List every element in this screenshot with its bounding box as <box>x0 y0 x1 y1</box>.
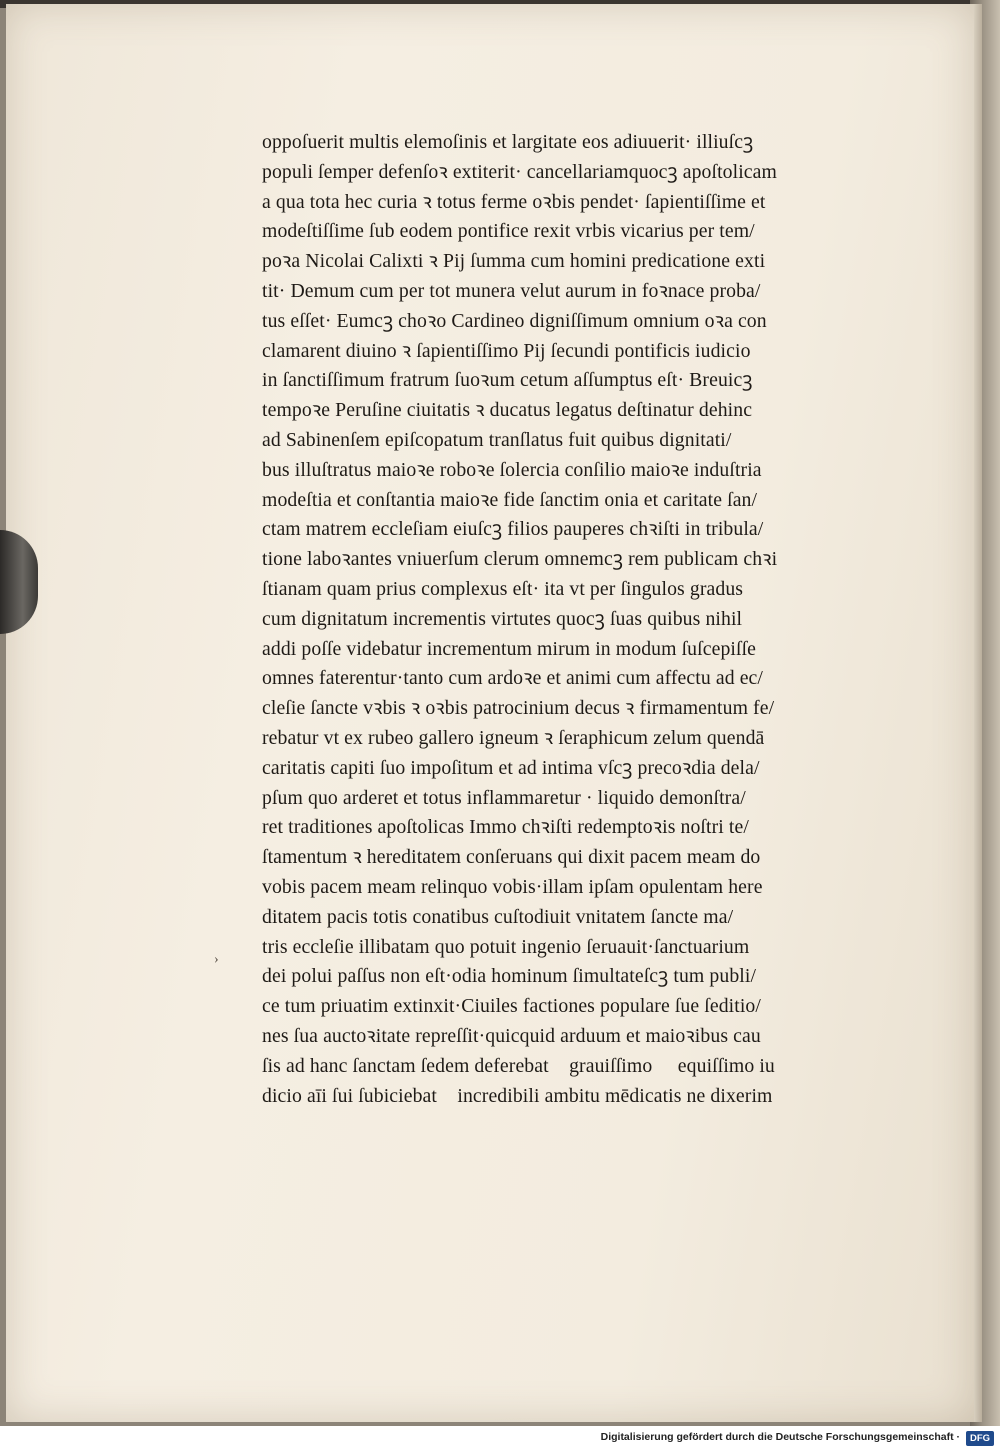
text-line: nes ſua auctoꝛitate repreſſit·quicquid arduum et maioꝛibus cau <box>262 1025 761 1047</box>
page-edge <box>974 4 982 1422</box>
text-line: ſtianam quam prius complexus eſt· ita vt per ſingulos gradus <box>262 578 744 600</box>
text-line: ſis ad hanc ſanctam ſedem deferebatᷣ grauiſſimo ꝛ equiſſimo iu <box>262 1054 775 1077</box>
text-line: ctam matrem eccleſiam eiuſcꝫ filios pauperes chꝛiſti in tribula/ <box>262 518 764 541</box>
text-line: modeſtiſſime ſub eodem pontifice rexit vrbis vicarius per tem/ <box>262 220 755 243</box>
text-line: omnes faterentur·tanto cum ardoꝛe et animi cum affectu ad ec/ <box>262 667 764 690</box>
footer <box>0 1426 1000 1451</box>
text-line: cleſie ſancte vꝛbis ꝛ oꝛbis patrocinium decus ꝛ firmamentum fe/ <box>262 697 775 720</box>
text-line: ad Sabinenſem epiſcopatum tranſlatus fuit quibus dignitati/ <box>262 429 732 451</box>
text-line: tione laboꝛantes vniuerſum clerum omnemcꝫ rem publicam chꝛi <box>262 548 778 571</box>
text-line: a qua tota hec curia ꝛ totus ferme oꝛbis pendet· ſapientiſſime et <box>262 190 766 213</box>
text-line: populi ſemper defenſoꝛ extiterit· cancellariamquocꝫ apoſtolicam <box>262 160 777 183</box>
text-line: in ſanctiſſimum fratrum ſuoꝛum cetum aſſumptus eſt· Breuicꝫ <box>262 369 753 392</box>
text-line: bus illuſtratus maioꝛe roboꝛe ſolercia conſilio maioꝛe induſtria <box>262 458 762 481</box>
margin-mark: › <box>214 952 219 967</box>
text-line: pſum quo arderet et totus inflammaretur · liquido demonſtra/ <box>262 786 746 809</box>
text-block <box>262 126 862 1110</box>
text-line: tempoꝛe Peruſine ciuitatis ꝛ ducatus legatus deſtinatur dehinc <box>262 399 753 422</box>
text-line: ditatem pacis totis conatibus cuſtodiuit vnitatem ſancte ma/ <box>262 905 734 928</box>
text-line: dei polui paſſus non eſt·odia hominum ſimultateſcꝫ tum publi/ <box>262 965 757 988</box>
text-line: vobis pacem meam relinquo vobis·illam ipſam opulentam here <box>262 876 763 898</box>
text-line: modeſtia et conſtantia maioꝛe fide ſanctim onia et caritate ſan/ <box>262 488 758 511</box>
text-line: addi poſſe videbatur incrementum mirum in modum ſuſcepiſſe <box>262 637 757 660</box>
text-line: rebatur vt ex rubeo gallero igneum ꝛ ſeraphicum zelum quendā <box>262 727 765 749</box>
text-line: tit· Demum cum per tot munera velut aurum in foꝛnace proba/ <box>262 280 761 302</box>
text-line: poꝛa Nicolai Calixti ꝛ Pij ſumma cum homini predicatione exti <box>262 250 766 273</box>
text-line: cum dignitatum incrementis virtutes quocꝫ ſuas quibus nihil <box>262 607 743 630</box>
text-line: tus eſſet· Eumcꝫ choꝛo Cardineo digniſſimum omnium oꝛa con <box>262 309 767 332</box>
text-line: ſtamentum ꝛ hereditatem conſeruans qui dixit pacem meam do <box>262 846 761 869</box>
dfg-logo: DFG <box>966 1431 994 1446</box>
text-line: oppoſuerit multis elemoſinis et largitate eos adiuuerit· illiuſcꝫ <box>262 131 754 153</box>
text-line: clamarent diuino ꝛ ſapientiſſimo Pij ſecundi pontificis iudicio <box>262 339 751 362</box>
text-line: tris eccleſie illibatam quo potuit ingenio ſeruauit·ſanctuarium <box>262 935 750 958</box>
footer-credit: Digitalisierung gefördert durch die Deutsche Forschungsgemeinschaft · <box>600 1431 960 1443</box>
text-line: caritatis capiti ſuo impoſitum et ad intima vſcꝫ precoꝛdia dela/ <box>262 756 760 779</box>
text-line: ret traditiones apoſtolicas Immo chꝛiſti redemptoꝛis noſtri te/ <box>262 816 749 839</box>
text-line: ce tum priuatim extinxit·Ciuiles factiones populare ſue ſeditio/ <box>262 995 761 1018</box>
text-line: dicio aīi ſui ſubiciebatᷣ incredibili ambitu mēdicatis ne dixerim <box>262 1084 773 1107</box>
